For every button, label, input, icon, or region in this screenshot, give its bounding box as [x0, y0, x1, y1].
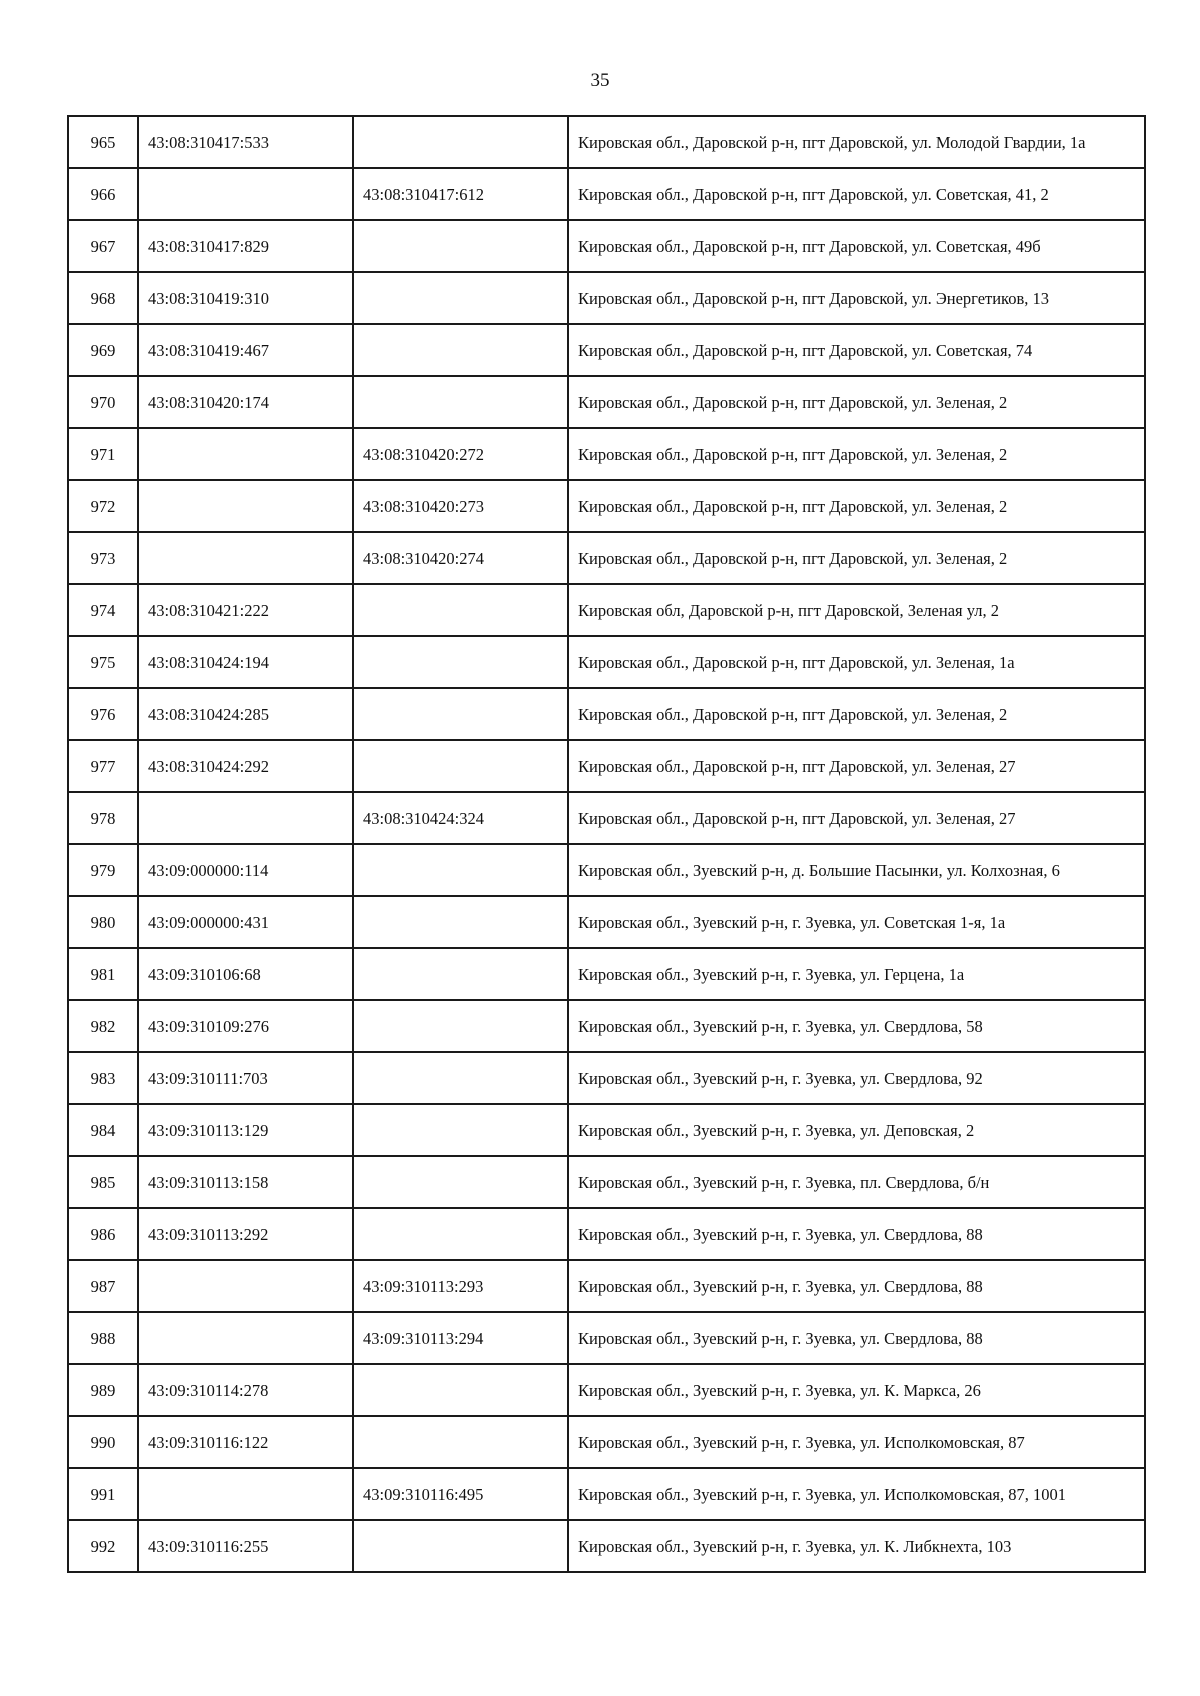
table-row [68, 584, 1145, 636]
cadastral-number-cell: 43:08:310419:467 [138, 324, 353, 376]
secondary-cadastral-number-cell [353, 324, 568, 376]
address-cell: Кировская обл., Зуевский р-н, г. Зуевка, пл. Свердлова, б/н [568, 1156, 1145, 1208]
row-number-cell: 988 [68, 1312, 138, 1364]
table-row [68, 1052, 1145, 1104]
cadastral-number-cell [138, 428, 353, 480]
address-cell: Кировская обл., Зуевский р-н, г. Зуевка, ул. К. Либкнехта, 103 [568, 1520, 1145, 1572]
address-cell: Кировская обл., Даровской р-н, пгт Даровской, ул. Советская, 41, 2 [568, 168, 1145, 220]
cadastral-number-cell: 43:08:310424:292 [138, 740, 353, 792]
row-number-cell: 973 [68, 532, 138, 584]
table-row [68, 792, 1145, 844]
cadastral-number-cell: 43:09:310113:292 [138, 1208, 353, 1260]
cadastral-number-cell: 43:09:310111:703 [138, 1052, 353, 1104]
row-number-cell: 984 [68, 1104, 138, 1156]
cadastral-number-cell: 43:08:310419:310 [138, 272, 353, 324]
row-number-cell: 989 [68, 1364, 138, 1416]
secondary-cadastral-number-cell [353, 740, 568, 792]
secondary-cadastral-number-cell [353, 272, 568, 324]
table-row [68, 636, 1145, 688]
secondary-cadastral-number-cell: 43:08:310417:612 [353, 168, 568, 220]
address-cell: Кировская обл., Зуевский р-н, г. Зуевка, ул. Свердлова, 88 [568, 1312, 1145, 1364]
cadastral-number-cell: 43:08:310417:533 [138, 116, 353, 168]
cadastral-number-cell: 43:08:310421:222 [138, 584, 353, 636]
table-row [68, 844, 1145, 896]
table-row [68, 688, 1145, 740]
secondary-cadastral-number-cell [353, 688, 568, 740]
row-number-cell: 974 [68, 584, 138, 636]
address-cell: Кировская обл., Даровской р-н, пгт Даровской, ул. Молодой Гвардии, 1а [568, 116, 1145, 168]
row-number-cell: 976 [68, 688, 138, 740]
page-number: 35 [590, 70, 610, 91]
table-row [68, 116, 1145, 168]
secondary-cadastral-number-cell [353, 220, 568, 272]
table-row [68, 376, 1145, 428]
row-number-cell: 992 [68, 1520, 138, 1572]
table-row [68, 1260, 1145, 1312]
secondary-cadastral-number-cell: 43:09:310116:495 [353, 1468, 568, 1520]
cadastral-number-cell: 43:09:310116:255 [138, 1520, 353, 1572]
row-number-cell: 968 [68, 272, 138, 324]
property-registry-table [67, 115, 1146, 1573]
cadastral-number-cell [138, 532, 353, 584]
address-cell: Кировская обл., Даровской р-н, пгт Даровской, ул. Энергетиков, 13 [568, 272, 1145, 324]
table-row [68, 1468, 1145, 1520]
table-row [68, 220, 1145, 272]
row-number-cell: 982 [68, 1000, 138, 1052]
row-number-cell: 969 [68, 324, 138, 376]
table-row [68, 1208, 1145, 1260]
address-cell: Кировская обл., Даровской р-н, пгт Даровской, ул. Зеленая, 27 [568, 740, 1145, 792]
cadastral-number-cell: 43:09:000000:114 [138, 844, 353, 896]
secondary-cadastral-number-cell [353, 948, 568, 1000]
row-number-cell: 980 [68, 896, 138, 948]
row-number-cell: 987 [68, 1260, 138, 1312]
secondary-cadastral-number-cell [353, 1000, 568, 1052]
address-cell: Кировская обл., Зуевский р-н, г. Зуевка, ул. Свердлова, 92 [568, 1052, 1145, 1104]
cadastral-number-cell: 43:08:310417:829 [138, 220, 353, 272]
secondary-cadastral-number-cell: 43:08:310420:273 [353, 480, 568, 532]
row-number-cell: 979 [68, 844, 138, 896]
secondary-cadastral-number-cell [353, 116, 568, 168]
secondary-cadastral-number-cell [353, 1052, 568, 1104]
table-row [68, 948, 1145, 1000]
row-number-cell: 966 [68, 168, 138, 220]
row-number-cell: 983 [68, 1052, 138, 1104]
address-cell: Кировская обл., Зуевский р-н, г. Зуевка, ул. Свердлова, 88 [568, 1260, 1145, 1312]
row-number-cell: 977 [68, 740, 138, 792]
table-row [68, 1416, 1145, 1468]
address-cell: Кировская обл., Даровской р-н, пгт Даровской, ул. Зеленая, 2 [568, 376, 1145, 428]
secondary-cadastral-number-cell: 43:09:310113:293 [353, 1260, 568, 1312]
cadastral-number-cell: 43:08:310424:285 [138, 688, 353, 740]
address-cell: Кировская обл., Даровской р-н, пгт Даровской, ул. Зеленая, 2 [568, 480, 1145, 532]
row-number-cell: 975 [68, 636, 138, 688]
secondary-cadastral-number-cell: 43:08:310424:324 [353, 792, 568, 844]
cadastral-number-cell [138, 480, 353, 532]
secondary-cadastral-number-cell [353, 1416, 568, 1468]
row-number-cell: 986 [68, 1208, 138, 1260]
registry-table-body [68, 116, 1145, 1572]
cadastral-number-cell: 43:08:310424:194 [138, 636, 353, 688]
table-row [68, 1156, 1145, 1208]
cadastral-number-cell: 43:09:310114:278 [138, 1364, 353, 1416]
address-cell: Кировская обл., Зуевский р-н, г. Зуевка, ул. Герцена, 1а [568, 948, 1145, 1000]
cadastral-number-cell: 43:09:310116:122 [138, 1416, 353, 1468]
table-row [68, 1312, 1145, 1364]
secondary-cadastral-number-cell: 43:08:310420:274 [353, 532, 568, 584]
address-cell: Кировская обл., Зуевский р-н, г. Зуевка, ул. Советская 1-я, 1а [568, 896, 1145, 948]
secondary-cadastral-number-cell [353, 584, 568, 636]
cadastral-number-cell [138, 1260, 353, 1312]
secondary-cadastral-number-cell [353, 896, 568, 948]
address-cell: Кировская обл., Зуевский р-н, г. Зуевка, ул. К. Маркса, 26 [568, 1364, 1145, 1416]
secondary-cadastral-number-cell [353, 376, 568, 428]
row-number-cell: 978 [68, 792, 138, 844]
address-cell: Кировская обл., Даровской р-н, пгт Даровской, ул. Зеленая, 27 [568, 792, 1145, 844]
secondary-cadastral-number-cell [353, 1208, 568, 1260]
address-cell: Кировская обл., Зуевский р-н, г. Зуевка, ул. Деповская, 2 [568, 1104, 1145, 1156]
address-cell: Кировская обл., Зуевский р-н, г. Зуевка, ул. Исполкомовская, 87, 1001 [568, 1468, 1145, 1520]
table-row [68, 1104, 1145, 1156]
row-number-cell: 990 [68, 1416, 138, 1468]
table-row [68, 168, 1145, 220]
address-cell: Кировская обл., Зуевский р-н, г. Зуевка, ул. Свердлова, 58 [568, 1000, 1145, 1052]
cadastral-number-cell [138, 1468, 353, 1520]
cadastral-number-cell [138, 792, 353, 844]
address-cell: Кировская обл., Даровской р-н, пгт Даровской, ул. Зеленая, 2 [568, 428, 1145, 480]
secondary-cadastral-number-cell [353, 1364, 568, 1416]
cadastral-number-cell: 43:09:000000:431 [138, 896, 353, 948]
row-number-cell: 971 [68, 428, 138, 480]
row-number-cell: 985 [68, 1156, 138, 1208]
row-number-cell: 967 [68, 220, 138, 272]
table-row [68, 1520, 1145, 1572]
cadastral-number-cell: 43:09:310109:276 [138, 1000, 353, 1052]
row-number-cell: 991 [68, 1468, 138, 1520]
table-row [68, 480, 1145, 532]
row-number-cell: 981 [68, 948, 138, 1000]
table-row [68, 272, 1145, 324]
secondary-cadastral-number-cell [353, 636, 568, 688]
cadastral-number-cell: 43:09:310106:68 [138, 948, 353, 1000]
table-row [68, 1000, 1145, 1052]
cadastral-number-cell: 43:08:310420:174 [138, 376, 353, 428]
address-cell: Кировская обл., Даровской р-н, пгт Даровской, ул. Советская, 74 [568, 324, 1145, 376]
row-number-cell: 972 [68, 480, 138, 532]
table-row [68, 428, 1145, 480]
address-cell: Кировская обл., Даровской р-н, пгт Даровской, ул. Зеленая, 1а [568, 636, 1145, 688]
secondary-cadastral-number-cell [353, 1104, 568, 1156]
secondary-cadastral-number-cell [353, 844, 568, 896]
address-cell: Кировская обл., Даровской р-н, пгт Даровской, ул. Зеленая, 2 [568, 532, 1145, 584]
address-cell: Кировская обл, Даровской р-н, пгт Даровской, Зеленая ул, 2 [568, 584, 1145, 636]
secondary-cadastral-number-cell: 43:09:310113:294 [353, 1312, 568, 1364]
secondary-cadastral-number-cell [353, 1156, 568, 1208]
address-cell: Кировская обл., Зуевский р-н, г. Зуевка, ул. Исполкомовская, 87 [568, 1416, 1145, 1468]
secondary-cadastral-number-cell: 43:08:310420:272 [353, 428, 568, 480]
address-cell: Кировская обл., Даровской р-н, пгт Даровской, ул. Зеленая, 2 [568, 688, 1145, 740]
address-cell: Кировская обл., Даровской р-н, пгт Даровской, ул. Советская, 49б [568, 220, 1145, 272]
row-number-cell: 970 [68, 376, 138, 428]
cadastral-number-cell: 43:09:310113:129 [138, 1104, 353, 1156]
address-cell: Кировская обл., Зуевский р-н, г. Зуевка, ул. Свердлова, 88 [568, 1208, 1145, 1260]
cadastral-number-cell [138, 168, 353, 220]
table-row [68, 324, 1145, 376]
table-row [68, 896, 1145, 948]
row-number-cell: 965 [68, 116, 138, 168]
table-row [68, 532, 1145, 584]
cadastral-number-cell: 43:09:310113:158 [138, 1156, 353, 1208]
table-row [68, 740, 1145, 792]
table-row [68, 1364, 1145, 1416]
address-cell: Кировская обл., Зуевский р-н, д. Большие Пасынки, ул. Колхозная, 6 [568, 844, 1145, 896]
secondary-cadastral-number-cell [353, 1520, 568, 1572]
cadastral-number-cell [138, 1312, 353, 1364]
